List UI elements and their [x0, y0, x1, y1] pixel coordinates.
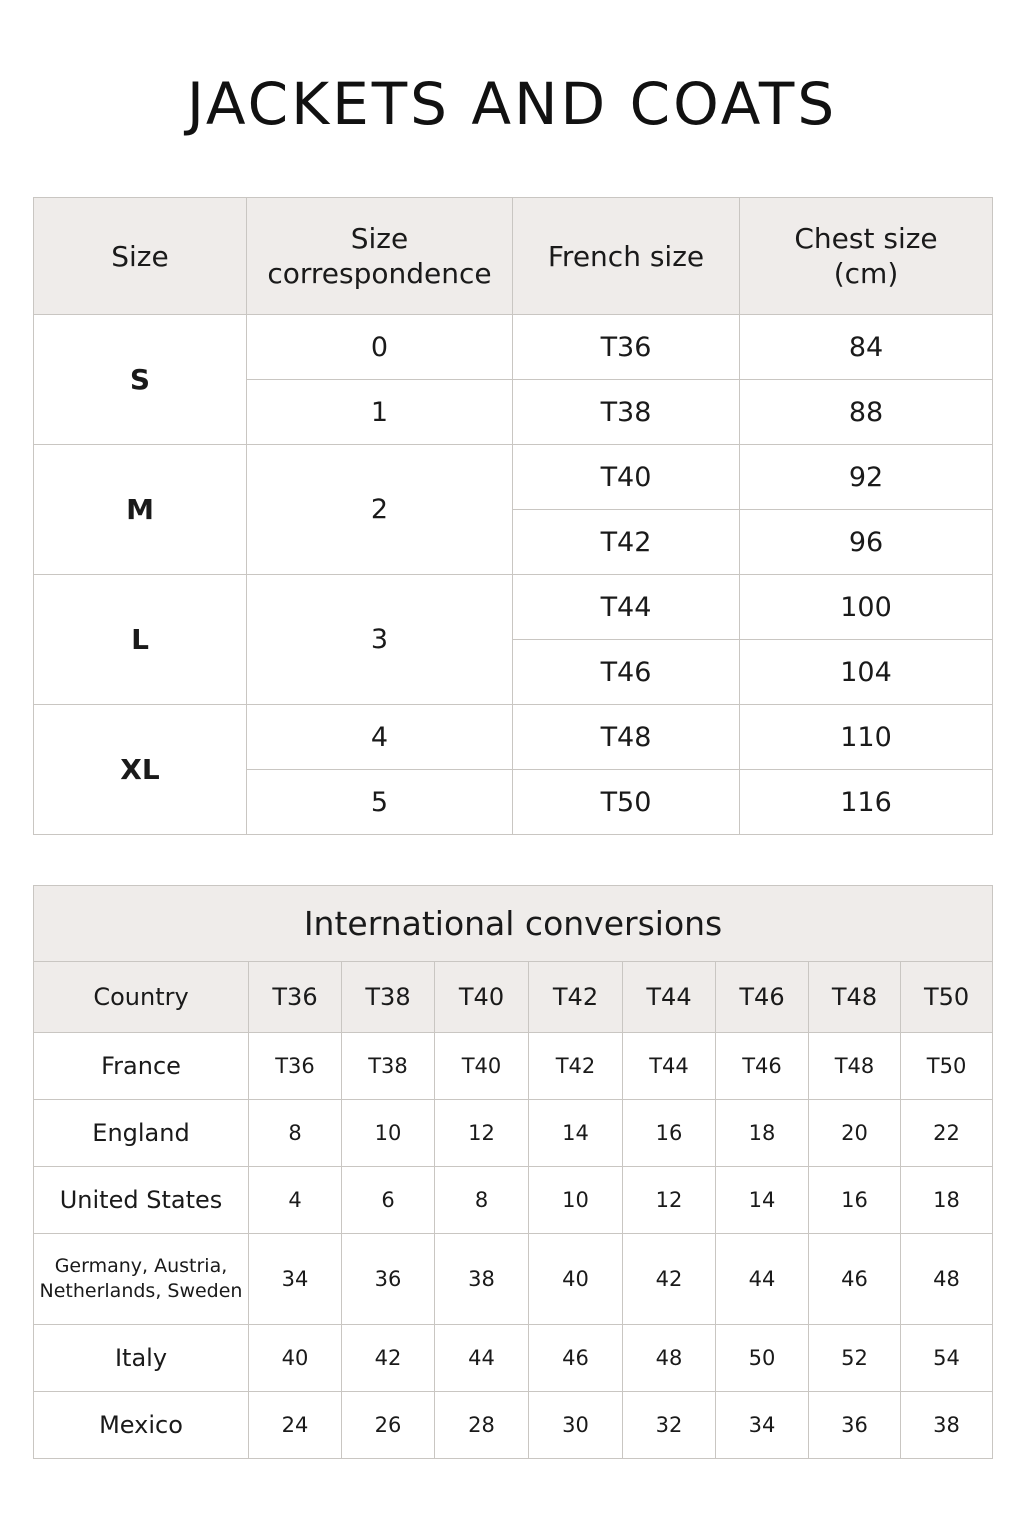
chest-size-cell: 84 — [740, 315, 993, 380]
french-size-cell: T40 — [513, 445, 740, 510]
conversion-cell: 44 — [435, 1325, 529, 1392]
size-correspondence-cell: 5 — [247, 770, 513, 835]
conversion-cell: 12 — [623, 1167, 716, 1234]
french-size-cell: T48 — [513, 705, 740, 770]
conversion-header-row — [34, 962, 993, 1033]
conversion-cell: 14 — [716, 1167, 809, 1234]
size-correspondence-cell: 0 — [247, 315, 513, 380]
conversion-cell: 4 — [249, 1167, 342, 1234]
conversion-cell: T46 — [716, 1033, 809, 1100]
chest-size-cell: 104 — [740, 640, 993, 705]
chest-size-cell: 100 — [740, 575, 993, 640]
french-size-cell: T44 — [513, 575, 740, 640]
conversion-cell: T38 — [342, 1033, 435, 1100]
conversion-cell: 18 — [716, 1100, 809, 1167]
header-size: T46 — [716, 962, 809, 1033]
country-label: Germany, Austria, Netherlands, Sweden — [34, 1234, 249, 1325]
country-label: United States — [34, 1167, 249, 1234]
conversion-cell: 40 — [249, 1325, 342, 1392]
header-size: Size — [34, 198, 247, 315]
chest-size-cell: 92 — [740, 445, 993, 510]
size-label-xl: XL — [34, 705, 247, 835]
conversion-cell: 46 — [809, 1234, 901, 1325]
conversion-cell: 26 — [342, 1392, 435, 1459]
country-label: Mexico — [34, 1392, 249, 1459]
chest-size-cell: 88 — [740, 380, 993, 445]
conversion-cell: 48 — [901, 1234, 993, 1325]
table-row — [34, 575, 993, 640]
size-correspondence-cell: 4 — [247, 705, 513, 770]
size-label-l: L — [34, 575, 247, 705]
table-row — [34, 315, 993, 380]
conversion-cell: 48 — [623, 1325, 716, 1392]
header-size: T38 — [342, 962, 435, 1033]
table-row — [34, 1167, 993, 1234]
conversion-cell: 14 — [529, 1100, 623, 1167]
conversion-cell: 38 — [901, 1392, 993, 1459]
conversion-cell: 50 — [716, 1325, 809, 1392]
header-size: T48 — [809, 962, 901, 1033]
conversion-cell: 16 — [809, 1167, 901, 1234]
country-label: France — [34, 1033, 249, 1100]
conversion-cell: 40 — [529, 1234, 623, 1325]
french-size-cell: T36 — [513, 315, 740, 380]
conversion-cell: 28 — [435, 1392, 529, 1459]
conversion-cell: 36 — [809, 1392, 901, 1459]
header-size: T40 — [435, 962, 529, 1033]
conversion-cell: 10 — [529, 1167, 623, 1234]
french-size-cell: T50 — [513, 770, 740, 835]
conversion-cell: T44 — [623, 1033, 716, 1100]
conversion-cell: 24 — [249, 1392, 342, 1459]
conversion-cell: 18 — [901, 1167, 993, 1234]
conversion-table-title: International conversions — [34, 886, 993, 962]
header-french-size: French size — [513, 198, 740, 315]
header-size: T44 — [623, 962, 716, 1033]
conversion-cell: 8 — [249, 1100, 342, 1167]
page-title: JACKETS AND COATS — [186, 70, 838, 138]
conversion-cell: 22 — [901, 1100, 993, 1167]
table-row — [34, 1100, 993, 1167]
french-size-cell: T42 — [513, 510, 740, 575]
header-size: T50 — [901, 962, 993, 1033]
french-size-cell: T38 — [513, 380, 740, 445]
size-label-s: S — [34, 315, 247, 445]
size-correspondence-cell: 1 — [247, 380, 513, 445]
french-size-cell: T46 — [513, 640, 740, 705]
conversion-cell: 8 — [435, 1167, 529, 1234]
conversion-cell: 42 — [623, 1234, 716, 1325]
conversion-cell: 38 — [435, 1234, 529, 1325]
conversion-cell: 54 — [901, 1325, 993, 1392]
conversion-cell: 12 — [435, 1100, 529, 1167]
size-table-header-row — [34, 198, 993, 315]
conversion-cell: T48 — [809, 1033, 901, 1100]
conversion-cell: 32 — [623, 1392, 716, 1459]
header-size: T36 — [249, 962, 342, 1033]
conversion-table — [33, 885, 993, 1459]
conversion-cell: 52 — [809, 1325, 901, 1392]
country-label: England — [34, 1100, 249, 1167]
size-correspondence-cell: 3 — [247, 575, 513, 705]
conversion-cell: 34 — [716, 1392, 809, 1459]
conversion-cell: 44 — [716, 1234, 809, 1325]
table-row — [34, 1234, 993, 1325]
table-row — [34, 1325, 993, 1392]
conversion-cell: 16 — [623, 1100, 716, 1167]
conversion-cell: 6 — [342, 1167, 435, 1234]
size-table — [33, 197, 993, 835]
chest-size-cell: 96 — [740, 510, 993, 575]
conversion-title-row — [34, 886, 993, 962]
table-row — [34, 1033, 993, 1100]
conversion-cell: 30 — [529, 1392, 623, 1459]
conversion-cell: T36 — [249, 1033, 342, 1100]
size-label-m: M — [34, 445, 247, 575]
conversion-cell: 10 — [342, 1100, 435, 1167]
conversion-cell: 42 — [342, 1325, 435, 1392]
header-size-correspondence: Size correspondence — [247, 198, 513, 315]
table-row — [34, 705, 993, 770]
chest-size-cell: 110 — [740, 705, 993, 770]
chest-size-cell: 116 — [740, 770, 993, 835]
conversion-cell: T50 — [901, 1033, 993, 1100]
conversion-cell: 36 — [342, 1234, 435, 1325]
conversion-cell: 20 — [809, 1100, 901, 1167]
header-size: T42 — [529, 962, 623, 1033]
size-correspondence-cell: 2 — [247, 445, 513, 575]
header-country: Country — [34, 962, 249, 1033]
conversion-cell: T40 — [435, 1033, 529, 1100]
table-row — [34, 1392, 993, 1459]
country-label: Italy — [34, 1325, 249, 1392]
conversion-cell: T42 — [529, 1033, 623, 1100]
conversion-cell: 46 — [529, 1325, 623, 1392]
header-chest-size: Chest size (cm) — [740, 198, 993, 315]
conversion-cell: 34 — [249, 1234, 342, 1325]
table-row — [34, 445, 993, 510]
